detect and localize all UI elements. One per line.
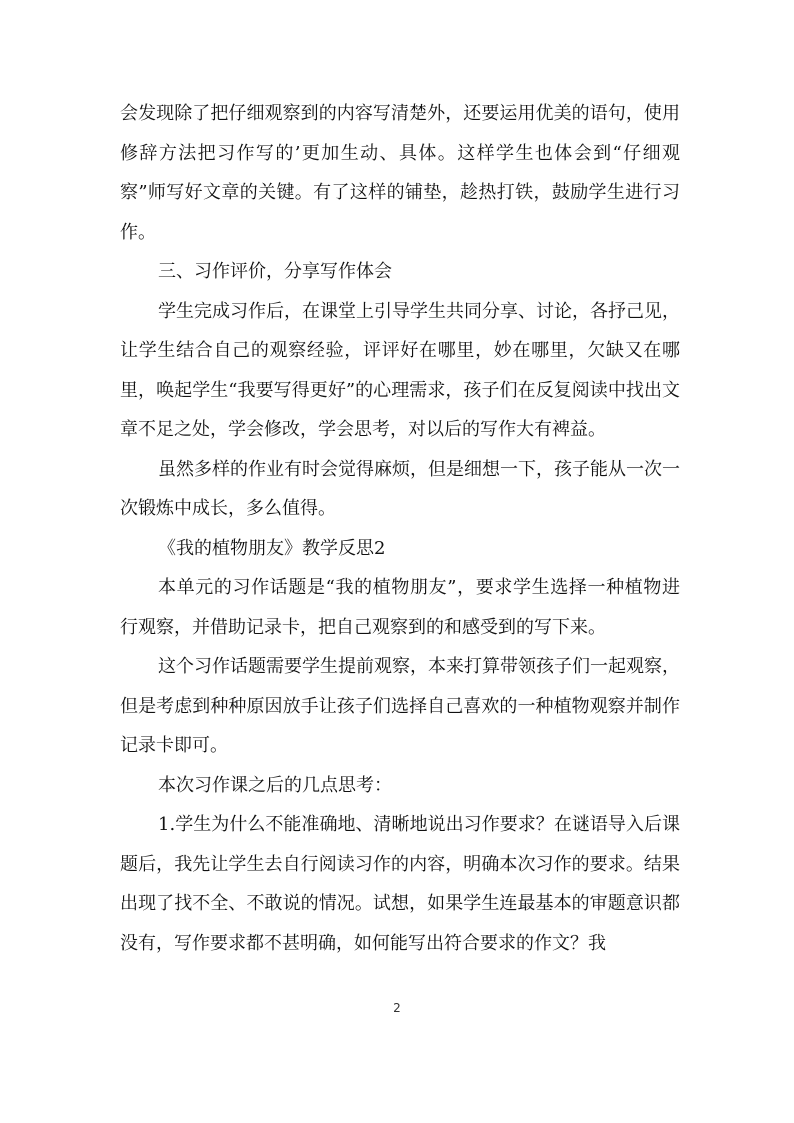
document-body xyxy=(120,94,680,963)
article-title-2: 《我的植物朋友》教学反思2 xyxy=(158,537,386,559)
paragraph-5: 这个习作话题需要学生提前观察，本来打算带领孩子们一起观察，但是考虑到种种原因放手让孩子们选择自己喜欢的一种植物观察并制作记录卡即可。 xyxy=(120,656,680,756)
page-number: 2 xyxy=(393,1001,401,1015)
paragraph-3: 虽然多样的作业有时会觉得麻烦，但是细想一下，孩子能从一次一次锻炼中成长，多么值得。 xyxy=(120,458,680,519)
paragraph-1: 会发现除了把仔细观察到的内容写清楚外，还要运用优美的语句，使用修辞方法把习作写的’更加生动、具体。这样学生也体会到“仔细观察”师写好文章的关键。有了这样的铺垫，趁热打铁，鼓励学生进行习作。 xyxy=(120,103,680,243)
paragraph-6: 本次习作课之后的几点思考： xyxy=(158,774,392,796)
paragraph-2: 学生完成习作后，在课堂上引导学生共同分享、讨论，各抒己见，让学生结合自己的观察经验，评评好在哪里，妙在哪里，欠缺又在哪里，唤起学生“我要写得更好”的心理需求，孩子们在反复阅读中找出文章不足之处，学会修改，学会思考，对以后的写作大有裨益。 xyxy=(120,300,680,440)
paragraph-4: 本单元的习作话题是“我的植物朋友”，要求学生选择一种植物进行观察，并借助记录卡，把自己观察到的和感受到的写下来。 xyxy=(120,577,680,638)
section-heading-3: 三、习作评价，分享写作体会 xyxy=(158,261,392,282)
paragraph-7: 1.学生为什么不能准确地、清晰地说出习作要求？在谜语导入后课题后，我先让学生去自行阅读习作的内容，明确本次习作的要求。结果出现了找不全、不敢说的情况。试想，如果学生连最基本的审题意识都没有，写作要求都不甚明确，如何能写出符合要求的作文？我 xyxy=(120,814,680,954)
